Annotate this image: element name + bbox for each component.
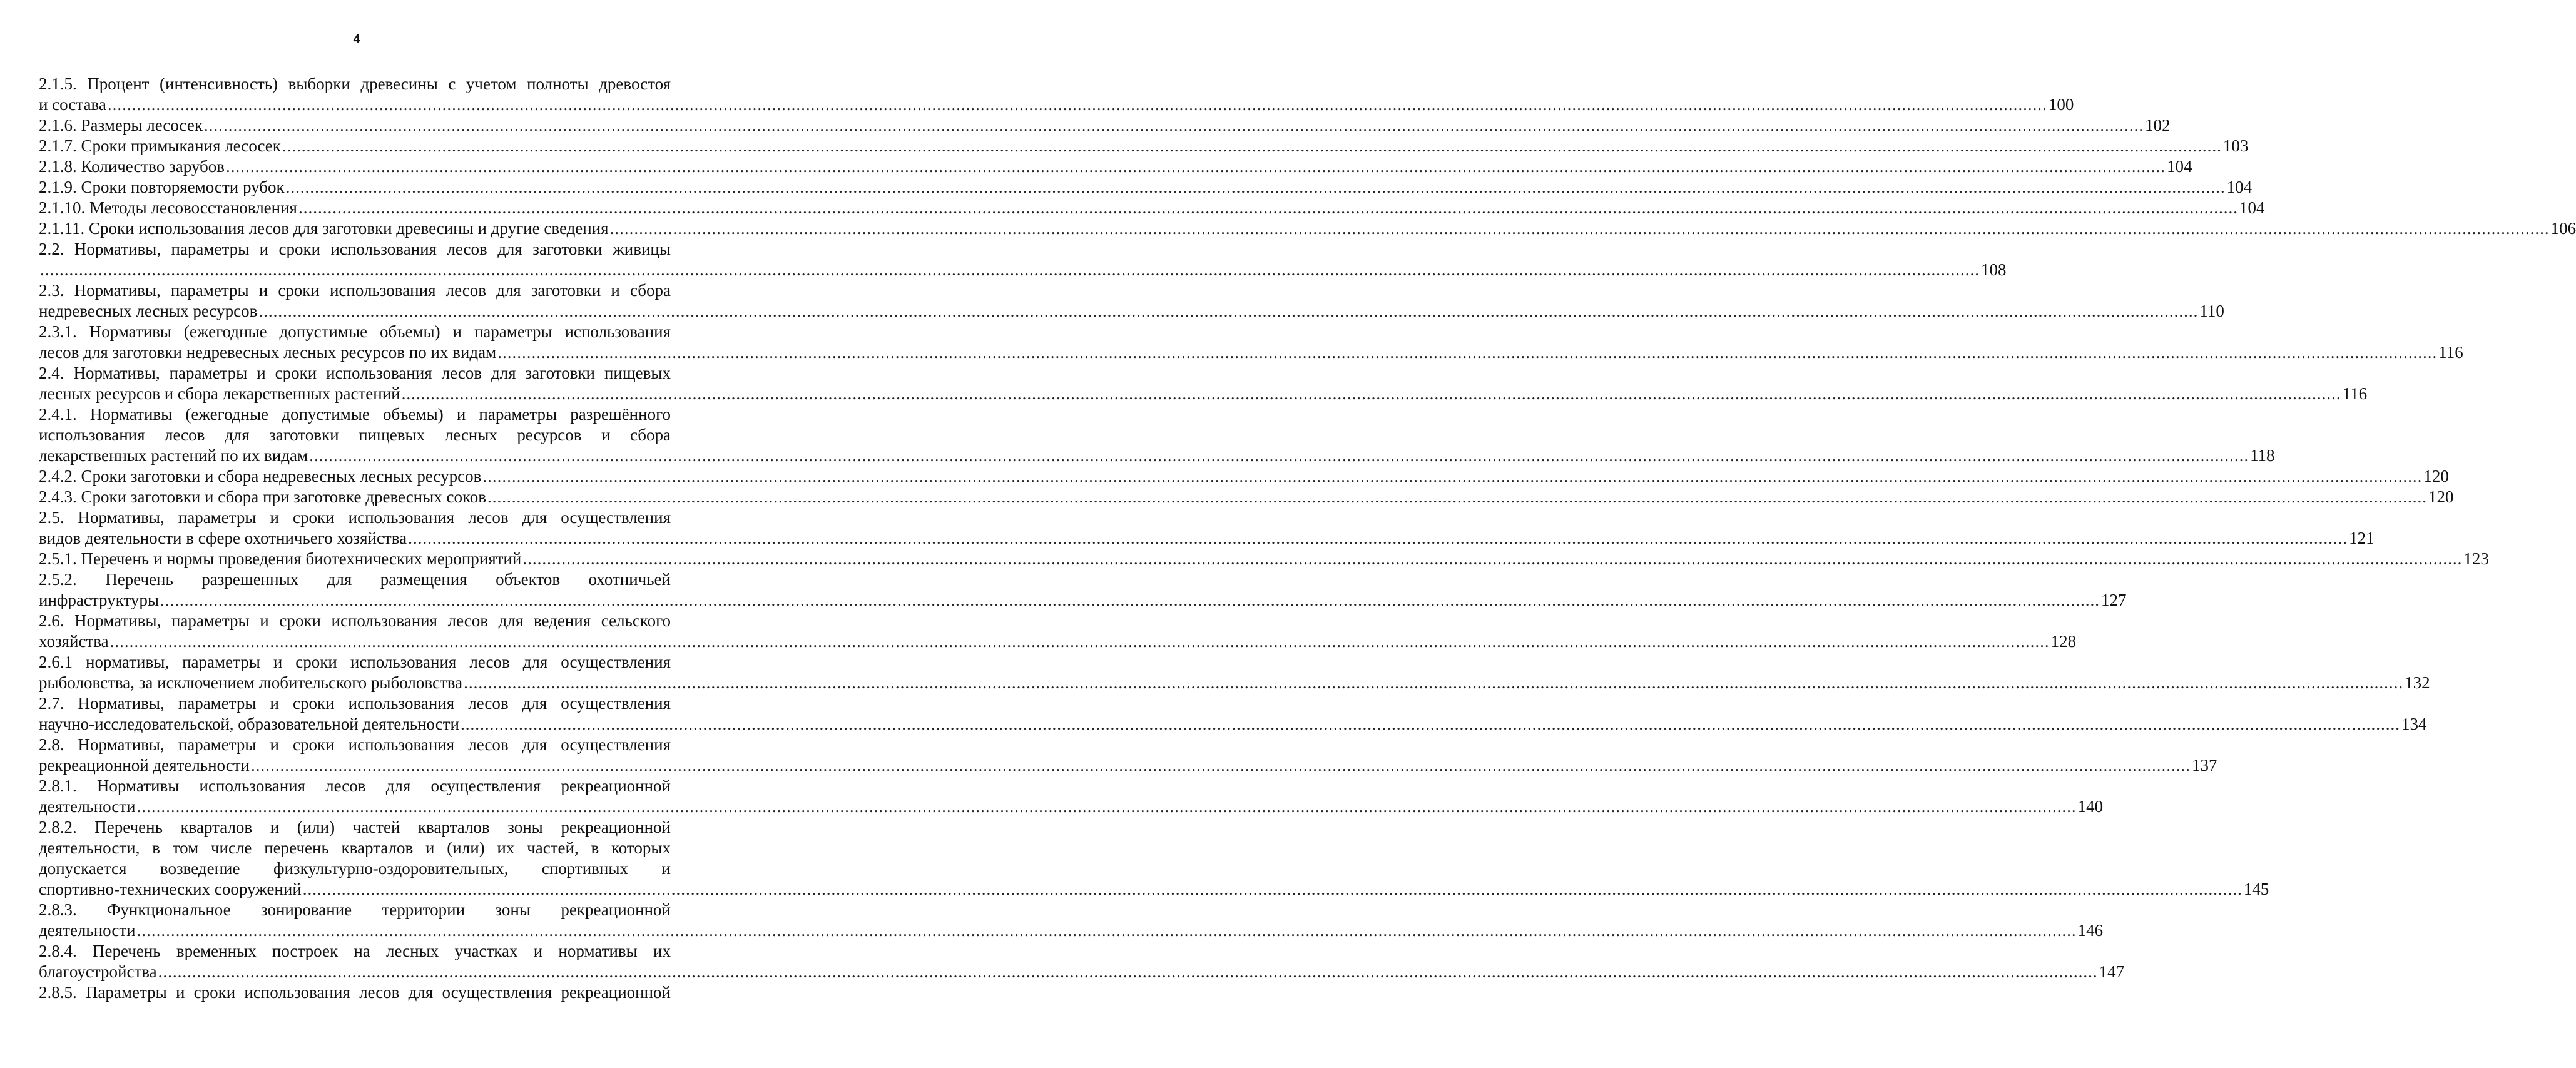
- toc-entry-title: и состава: [39, 95, 106, 114]
- dot-leader: ................................................................................................................................................................................................................................................................................................................................................................................................................: [203, 116, 2144, 135]
- dot-leader: ................................................................................................................................................................................................................................................................................................................................................................................................................: [40, 260, 1980, 279]
- toc-entry-title: благоустройства: [39, 962, 157, 981]
- dot-leader: ................................................................................................................................................................................................................................................................................................................................................................................................................: [302, 880, 2243, 898]
- toc-entry[interactable]: [39, 941, 2125, 982]
- toc-entry-text-line: 2.8.5. Параметры и сроки использования лесов для осуществления рекреационной: [39, 983, 671, 1002]
- toc-entry[interactable]: [39, 74, 2074, 115]
- toc-entry-leader-line: [39, 673, 2430, 693]
- dot-leader: ................................................................................................................................................................................................................................................................................................................................................................................................................: [460, 715, 2400, 733]
- toc-entry-text-line: 2.8.3. Функциональное зонирование территории зоны рекреационной: [39, 900, 671, 919]
- toc-entry-title: недревесных лесных ресурсов: [39, 302, 258, 320]
- toc-entry-leader-line: [39, 590, 2127, 611]
- toc-entry-title: 2.1.7. Сроки примыкания лесосек: [39, 136, 281, 155]
- toc-entry-text-line: деятельности, в том числе перечень кварталов и (или) их частей, в которых: [39, 838, 671, 857]
- toc-entry-leader-line: [39, 920, 2104, 941]
- toc-entry-text-line: 2.3. Нормативы, параметры и сроки использования лесов для заготовки и сбора: [39, 281, 671, 300]
- toc-entry-page-number: 110: [2199, 302, 2224, 320]
- toc-entry[interactable]: [39, 198, 2265, 218]
- dot-leader: ................................................................................................................................................................................................................................................................................................................................................................................................................: [226, 157, 2166, 176]
- toc-entry-leader-line: [39, 755, 2217, 776]
- toc-entry-text-line: 2.5.2. Перечень разрешенных для размещения объектов охотничьей: [39, 570, 671, 589]
- toc-entry-text-line: допускается возведение физкультурно-оздоровительных, спортивных и: [39, 859, 671, 878]
- toc-entry-leader-line: [39, 115, 2171, 136]
- toc-entry[interactable]: [39, 404, 2275, 466]
- toc-entry-title: 2.4.2. Сроки заготовки и сбора недревесных лесных ресурсов: [39, 467, 482, 486]
- dot-leader: ................................................................................................................................................................................................................................................................................................................................................................................................................: [160, 591, 2100, 609]
- toc-entry-text-line: 2.8.2. Перечень кварталов и (или) частей кварталов зоны рекреационной: [39, 818, 671, 837]
- dot-leader: ................................................................................................................................................................................................................................................................................................................................................................................................................: [250, 756, 2191, 775]
- toc-entry-leader-line: [39, 218, 2576, 239]
- toc-entry-text-line: 2.6.1 нормативы, параметры и сроки использования лесов для осуществления: [39, 653, 671, 671]
- toc-entry-leader-line: [39, 879, 2269, 900]
- toc-entry[interactable]: [39, 115, 2171, 136]
- toc-entry[interactable]: [39, 136, 2249, 156]
- toc-entry-page-number: 132: [2405, 673, 2430, 692]
- toc-entry-title: 2.4.3. Сроки заготовки и сбора при заготовке древесных соков: [39, 487, 486, 506]
- toc-entry-page-number: 100: [2048, 95, 2074, 114]
- toc-entry-leader-line: [39, 631, 2077, 652]
- toc-entry-page-number: 123: [2463, 549, 2489, 568]
- toc-entry-leader-line: [39, 796, 2104, 817]
- toc-entry-text-line: 2.3.1. Нормативы (ежегодные допустимые объемы) и параметры использования: [39, 322, 671, 341]
- toc-entry-leader-line: [39, 94, 2074, 115]
- toc-entry-text-line: 2.8.4. Перечень временных построек на лесных участках и нормативы их: [39, 942, 671, 960]
- toc-entry[interactable]: [39, 652, 2430, 693]
- toc-entry[interactable]: [39, 817, 2269, 900]
- toc-entry-page-number: 140: [2077, 797, 2104, 816]
- dot-leader: ................................................................................................................................................................................................................................................................................................................................................................................................................: [109, 632, 2050, 651]
- toc-entry-page-number: 116: [2438, 343, 2463, 362]
- toc-entry-title: рекреационной деятельности: [39, 756, 250, 775]
- toc-entry-leader-line: [39, 260, 2007, 280]
- toc-entry-page-number: 128: [2050, 632, 2077, 651]
- toc-entry-page-number: 120: [2423, 467, 2449, 486]
- dot-leader: ................................................................................................................................................................................................................................................................................................................................................................................................................: [522, 549, 2463, 568]
- toc-entry-title: 2.1.11. Сроки использования лесов для заготовки древесины и другие сведения: [39, 219, 609, 238]
- toc-entry-text-line: 2.6. Нормативы, параметры и сроки использования лесов для ведения сельского: [39, 611, 671, 630]
- toc-entry-page-number: 102: [2144, 116, 2171, 135]
- dot-leader: ................................................................................................................................................................................................................................................................................................................................................................................................................: [136, 921, 2077, 940]
- toc-entry-page-number: 116: [2342, 384, 2368, 403]
- toc-entry-leader-line: [39, 156, 2192, 177]
- toc-entry-text-line: использования лесов для заготовки пищевых лесных ресурсов и сбора: [39, 425, 671, 444]
- toc-entry-leader-line: [39, 136, 2249, 156]
- toc-entry[interactable]: [39, 239, 2007, 280]
- toc-entry-title: научно-исследовательской, образовательной деятельности: [39, 715, 459, 733]
- toc-entry-text-line: 2.4.1. Нормативы (ежегодные допустимые объемы) и параметры разрешённого: [39, 405, 671, 424]
- dot-leader: ................................................................................................................................................................................................................................................................................................................................................................................................................: [298, 198, 2238, 217]
- toc-entry-page-number: 146: [2077, 921, 2104, 940]
- dot-leader: ................................................................................................................................................................................................................................................................................................................................................................................................................: [258, 302, 2199, 320]
- dot-leader: ................................................................................................................................................................................................................................................................................................................................................................................................................: [487, 487, 2427, 506]
- toc-entry-page-number: 118: [2250, 446, 2275, 465]
- toc-entry-title: рыболовства, за исключением любительского рыболовства: [39, 673, 463, 692]
- toc-entry-title: видов деятельности в сфере охотничьего хозяйства: [39, 529, 407, 547]
- dot-leader: ................................................................................................................................................................................................................................................................................................................................................................................................................: [282, 136, 2222, 155]
- toc-entry[interactable]: [39, 735, 2217, 776]
- toc-entry-page-number: 104: [2226, 178, 2253, 196]
- toc-entry[interactable]: [39, 982, 671, 1003]
- toc-entry-page-number: 103: [2222, 136, 2249, 155]
- toc-entry-title: 2.1.6. Размеры лесосек: [39, 116, 203, 135]
- toc-entry-title: инфраструктуры: [39, 591, 159, 609]
- toc-entry-page-number: 134: [2401, 715, 2427, 733]
- toc-entry-page-number: 104: [2167, 157, 2192, 176]
- dot-leader: ................................................................................................................................................................................................................................................................................................................................................................................................................: [408, 529, 2348, 547]
- toc-entry-title: хозяйства: [39, 632, 109, 651]
- toc-entry-title: 2.1.8. Количество зарубов: [39, 157, 225, 176]
- dot-leader: ................................................................................................................................................................................................................................................................................................................................................................................................................: [482, 467, 2423, 486]
- toc-entry-title: 2.1.10. Методы лесовосстановления: [39, 198, 297, 217]
- toc-entry[interactable]: [39, 776, 2104, 817]
- toc-entry[interactable]: [39, 156, 2192, 177]
- toc-entry-title: лекарственных растений по их видам: [39, 446, 308, 465]
- toc-entry-leader-line: [39, 549, 2489, 569]
- toc-entry-text-line: 2.8. Нормативы, параметры и сроки использования лесов для осуществления: [39, 735, 671, 754]
- toc-entry-text-line: 2.4. Нормативы, параметры и сроки использования лесов для заготовки пищевых: [39, 364, 671, 382]
- toc-entry[interactable]: [39, 693, 2427, 735]
- toc-entry-leader-line: [39, 528, 2375, 549]
- toc-entry[interactable]: [39, 900, 2104, 941]
- toc-entry[interactable]: [39, 363, 2368, 404]
- dot-leader: ................................................................................................................................................................................................................................................................................................................................................................................................................: [464, 673, 2404, 692]
- toc-entry-leader-line: [39, 445, 2275, 466]
- toc-entry-title: лесов для заготовки недревесных лесных ресурсов по их видам: [39, 343, 497, 362]
- toc-entry-leader-line: [39, 384, 2368, 404]
- toc-entry-title: деятельности: [39, 797, 136, 816]
- toc-entry[interactable]: [39, 487, 2454, 507]
- toc-entry-leader-line: [39, 487, 2454, 507]
- toc-entry-page-number: 104: [2239, 198, 2265, 217]
- toc-entry-title: 2.1.9. Сроки повторяемости рубок: [39, 178, 285, 196]
- toc-entry-leader-line: [39, 714, 2427, 735]
- toc-entry-leader-line: [39, 198, 2265, 218]
- toc-entry-text-line: 2.8.1. Нормативы использования лесов для осуществления рекреационной: [39, 776, 671, 795]
- toc-entry-text-line: 2.1.5. Процент (интенсивность) выборки древесины с учетом полноты древостоя: [39, 74, 671, 93]
- toc-entry-page-number: 147: [2099, 962, 2125, 981]
- toc-entry-title: лесных ресурсов и сбора лекарственных растений: [39, 384, 400, 403]
- dot-leader: ................................................................................................................................................................................................................................................................................................................................................................................................................: [609, 219, 2550, 238]
- toc-entry[interactable]: [39, 177, 2253, 198]
- toc-entry-leader-line: [39, 177, 2253, 198]
- toc-entry-page-number: 145: [2243, 880, 2269, 898]
- dot-leader: ................................................................................................................................................................................................................................................................................................................................................................................................................: [158, 962, 2098, 981]
- toc-entry-page-number: 127: [2100, 591, 2127, 609]
- toc-entry-page-number: 121: [2349, 529, 2375, 547]
- toc-entry[interactable]: [39, 569, 2127, 611]
- toc-entry-leader-line: [39, 466, 2449, 487]
- toc-entry[interactable]: [39, 218, 2576, 239]
- toc-entry-leader-line: [39, 342, 2463, 363]
- dot-leader: ................................................................................................................................................................................................................................................................................................................................................................................................................: [497, 343, 2438, 362]
- page-number: 4: [353, 33, 360, 46]
- toc-entry[interactable]: [39, 549, 2489, 569]
- toc-entry[interactable]: [39, 280, 2224, 322]
- toc-entry-text-line: 2.7. Нормативы, параметры и сроки использования лесов для осуществления: [39, 694, 671, 713]
- toc-entry[interactable]: [39, 322, 2463, 363]
- toc-entry-text-line: 2.2. Нормативы, параметры и сроки использования лесов для заготовки живицы: [39, 240, 671, 258]
- toc-entry-page-number: 106: [2550, 219, 2576, 238]
- toc-entry-page-number: 120: [2428, 487, 2454, 506]
- toc-entry[interactable]: [39, 466, 2449, 487]
- toc-entry-page-number: 108: [1981, 260, 2007, 279]
- toc-entry[interactable]: [39, 611, 2077, 652]
- toc-entry-title: деятельности: [39, 921, 136, 940]
- dot-leader: ................................................................................................................................................................................................................................................................................................................................................................................................................: [401, 384, 2341, 403]
- toc-entry-leader-line: [39, 301, 2224, 322]
- dot-leader: ................................................................................................................................................................................................................................................................................................................................................................................................................: [136, 797, 2077, 816]
- toc-entry-text-line: 2.5. Нормативы, параметры и сроки использования лесов для осуществления: [39, 508, 671, 527]
- dot-leader: ................................................................................................................................................................................................................................................................................................................................................................................................................: [285, 178, 2226, 196]
- table-of-contents: [39, 74, 2576, 1003]
- toc-entry[interactable]: [39, 507, 2375, 549]
- toc-entry-title: 2.5.1. Перечень и нормы проведения биотехнических мероприятий: [39, 549, 522, 568]
- toc-entry-leader-line: [39, 962, 2125, 982]
- dot-leader: ................................................................................................................................................................................................................................................................................................................................................................................................................: [107, 95, 2047, 114]
- toc-entry-title: спортивно-технических сооружений: [39, 880, 302, 898]
- dot-leader: ................................................................................................................................................................................................................................................................................................................................................................................................................: [309, 446, 2249, 465]
- toc-entry-page-number: 137: [2191, 756, 2217, 775]
